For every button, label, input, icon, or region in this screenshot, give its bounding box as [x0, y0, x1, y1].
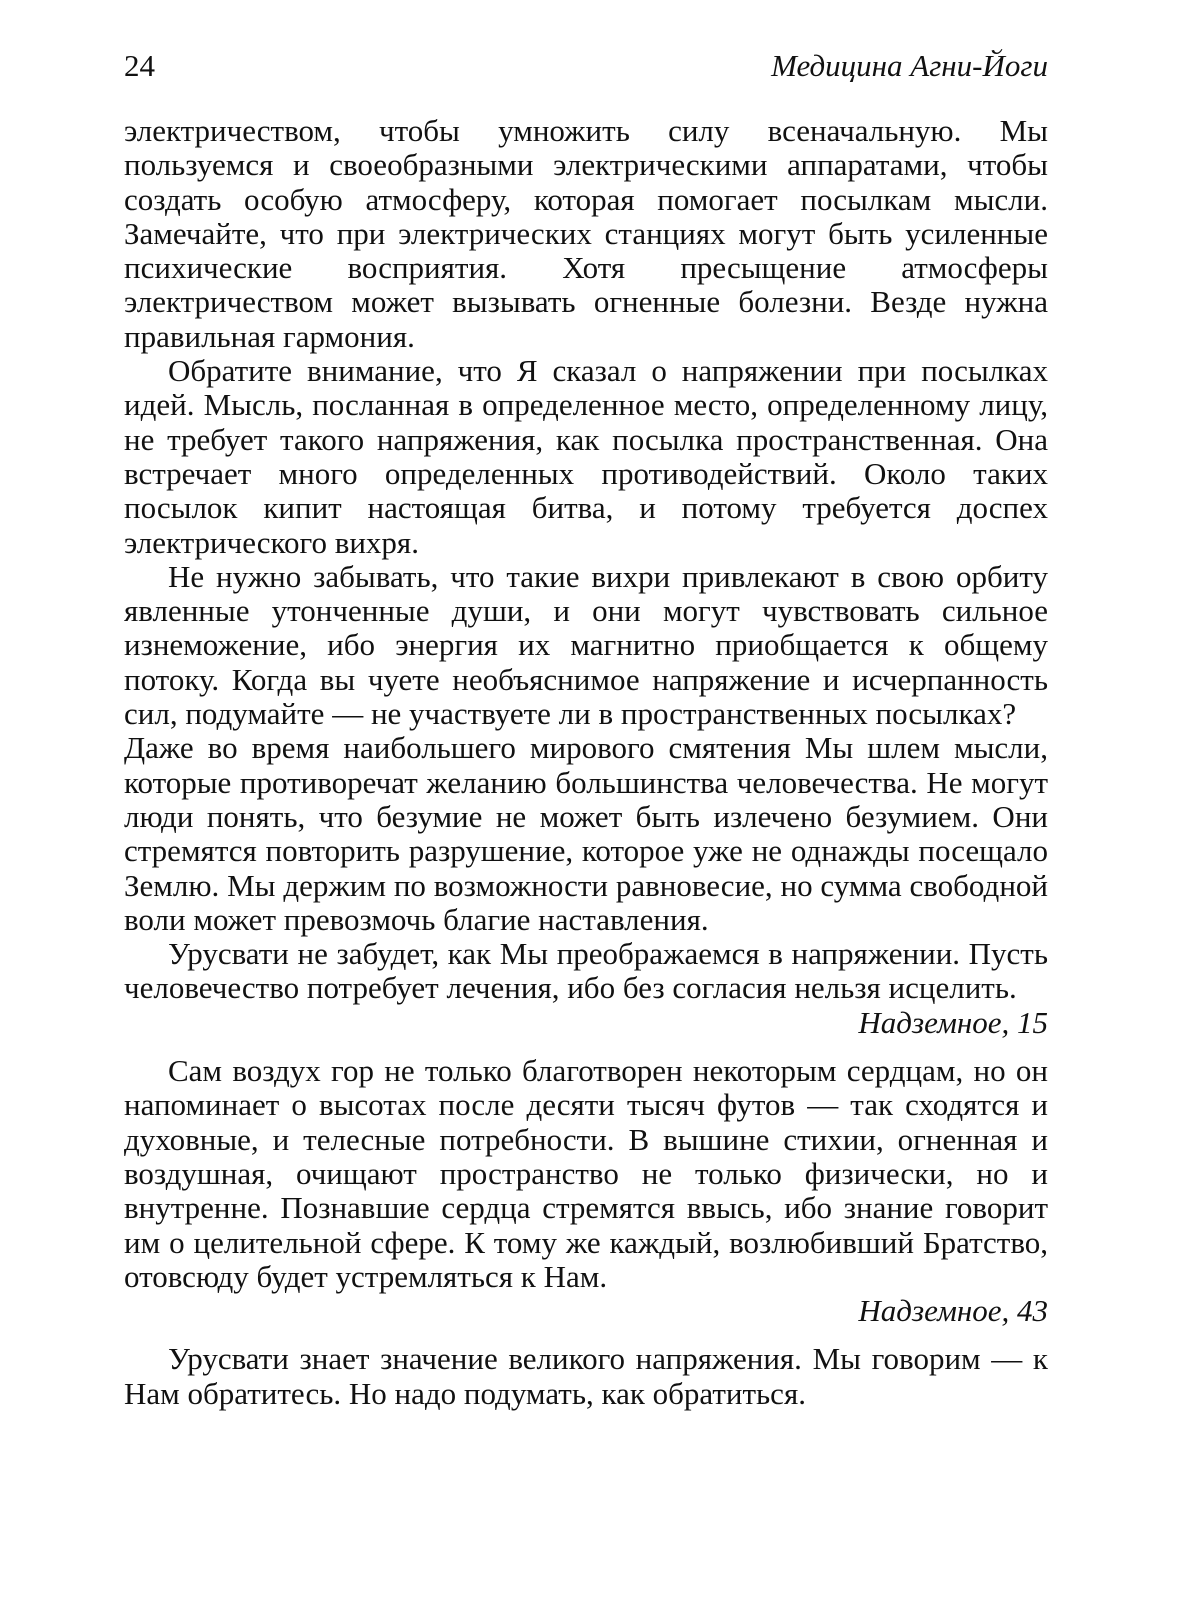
paragraph: Даже во время наибольшего мирового смятения Мы шлем мысли, которые противоречат желанию большинства человечества. Не могут люди понять, что безумие не может быть излечено безумием. Они стремятся повторить разрушение, которое уже не однажды посещало Землю. Мы держим по возможности равновесие, но сумма свободной воли может превозмочь благие наставления.	[124, 730, 1048, 937]
page-number: 24	[124, 48, 155, 83]
paragraph: Не нужно забывать, что такие вихри привлекают в свою орбиту явленные утонченные души, и они могут чувствовать сильное изнеможение, ибо энергия их магнитно приобщается к общему потоку. Когда вы чуете необъяснимое напряжение и исчерпанность сил, подумайте — не участвуете ли в пространственных посылках?	[124, 558, 1048, 732]
source-citation: Надземное, 15	[858, 1004, 1048, 1040]
paragraph: Урусвати знает значение великого напряжения. Мы говорим — к Нам обратитесь. Но надо подумать, как обратиться.	[124, 1341, 1048, 1411]
paragraph-continuation: электричеством, чтобы умножить силу всеначальную. Мы пользуемся и своеобразными электрическими аппаратами, чтобы создать особую атмосферу, которая помогает посылкам мысли. Замечайте, что при электрических станциях могут быть усиленные психические восприятия. Хотя пресыщение атмосферы электричеством может вызывать огненные болезни. Везде нужна правильная гармония.	[124, 113, 1048, 354]
source-citation: Надземное, 43	[858, 1293, 1048, 1329]
book-page	[124, 40, 1048, 1411]
paragraph: Обратите внимание, что Я сказал о напряжении при посылках идей. Мысль, посланная в определенное место, определенному лицу, не требует такого напряжения, как посылка пространственная. Она встречает много определенных противодействий. Около таких посылок кипит настоящая битва, и потому требуется доспех электрического вихря.	[124, 353, 1048, 560]
paragraph: Сам воздух гор не только благотворен некоторым сердцам, но он напоминает о высотах после десяти тысяч футов — так сходятся и духовные, и телесные потребности. В вышине стихии, огненная и воздушная, очищают пространство не только физически, но и внутренне. Познавшие сердца стремятся ввысь, ибо знание говорит им о целительной сфере. К тому же каждый, возлюбивший Братство, отовсюду будет устремляться к Нам.	[124, 1053, 1048, 1294]
paragraph: Урусвати не забудет, как Мы преображаемся в напряжении. Пусть человечество потребует лечения, ибо без согласия нельзя исцелить.	[124, 936, 1048, 1006]
page-header	[124, 40, 1048, 100]
running-title: Медицина Агни-Йоги	[771, 48, 1048, 83]
